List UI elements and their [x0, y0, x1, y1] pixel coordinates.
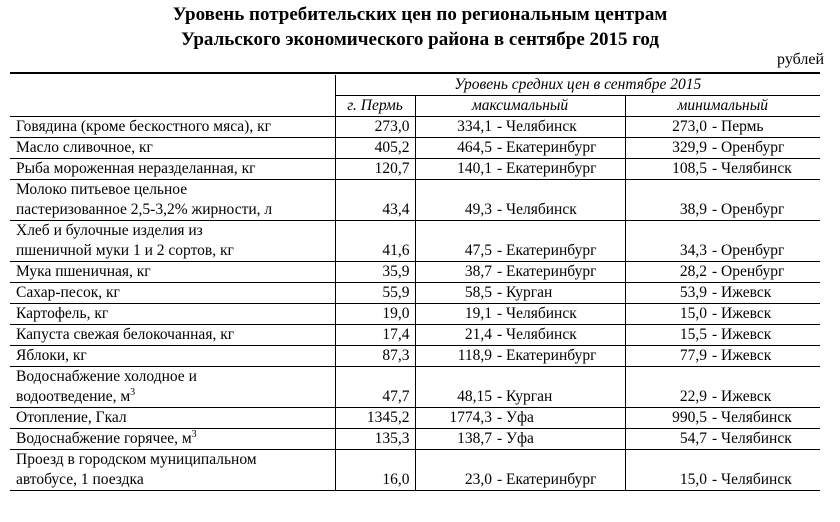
table-row [10, 367, 820, 408]
cell-perm-price: 135,3 [335, 429, 415, 450]
cell-name [10, 325, 335, 346]
cell-name [10, 304, 335, 325]
cell-min-price: 990,5 [625, 408, 710, 429]
cell-max-price: 140,1 [415, 159, 495, 180]
unit-label: рублей [777, 51, 824, 68]
row-name: Водоснабжение холодное и [16, 368, 197, 385]
cell-perm-price: 87,3 [335, 346, 415, 367]
table-row [10, 429, 820, 450]
cell-max-city: - Екатеринбург [495, 346, 625, 367]
row-name: Капуста свежая белокочанная, кг [16, 326, 235, 343]
cell-name [10, 180, 335, 221]
cell-min-price: 329,9 [625, 138, 710, 159]
cell-name [10, 429, 335, 450]
cell-max-city: - Екатеринбург [495, 138, 625, 159]
cell-max-price: 38,7 [415, 262, 495, 283]
cell-min-city: - Челябинск [710, 159, 820, 180]
table-top-rule [10, 72, 820, 74]
cell-perm-price: 35,9 [335, 262, 415, 283]
header-blank [10, 75, 335, 117]
cell-max-price: 138,7 [415, 429, 495, 450]
cell-min-price: 273,0 [625, 117, 710, 138]
cell-min-city: - Оренбург [710, 221, 820, 262]
cell-perm-price: 17,4 [335, 325, 415, 346]
table-row [10, 117, 820, 138]
header-row-group [10, 75, 820, 96]
table-row [10, 159, 820, 180]
cell-min-city: - Оренбург [710, 262, 820, 283]
cell-max-city: - Курган [495, 367, 625, 408]
cell-name [10, 450, 335, 491]
table-row [10, 221, 820, 262]
cell-min-city: - Челябинск [710, 408, 820, 429]
cell-max-city: - Екатеринбург [495, 450, 625, 491]
cell-min-city: - Ижевск [710, 283, 820, 304]
cell-name [10, 408, 335, 429]
row-name: Говядина (кроме бескостного мяса), кг [16, 118, 271, 135]
row-name: Яблоки, кг [16, 347, 87, 364]
cell-name [10, 262, 335, 283]
table-row [10, 180, 820, 221]
row-name: Мука пшеничная, кг [16, 263, 151, 280]
cell-perm-price: 273,0 [335, 117, 415, 138]
cell-perm-price: 41,6 [335, 221, 415, 262]
cell-max-price: 47,5 [415, 221, 495, 262]
row-name: Проезд в городском муниципальном [16, 451, 257, 468]
table-row [10, 138, 820, 159]
header-min: минимальный [625, 96, 820, 117]
cell-name [10, 221, 335, 262]
cell-perm-price: 47,7 [335, 367, 415, 408]
table-row [10, 325, 820, 346]
cell-min-city: - Оренбург [710, 138, 820, 159]
header-perm: г. Пермь [335, 96, 415, 117]
cell-name [10, 283, 335, 304]
cell-min-price: 108,5 [625, 159, 710, 180]
cell-perm-price: 1345,2 [335, 408, 415, 429]
cell-max-price: 23,0 [415, 450, 495, 491]
table-row [10, 262, 820, 283]
cell-max-city: - Уфа [495, 408, 625, 429]
cell-min-city: - Ижевск [710, 367, 820, 408]
cell-max-city: - Челябинск [495, 180, 625, 221]
row-name-cont: автобусе, 1 поездка [16, 471, 144, 488]
header-max: максимальный [415, 96, 625, 117]
row-name: Масло сливочное, кг [16, 139, 153, 156]
cell-max-price: 334,1 [415, 117, 495, 138]
title-line-2: Уральского экономического района в сентябре 2015 год [180, 29, 659, 50]
header-group: Уровень средних цен в сентябре 2015 [335, 75, 820, 96]
cell-max-city: - Екатеринбург [495, 262, 625, 283]
cell-min-price: 77,9 [625, 346, 710, 367]
cell-min-city: - Оренбург [710, 180, 820, 221]
row-name-cont: пастеризованное 2,5-3,2% жирности, л [16, 201, 273, 218]
cell-max-city: - Челябинск [495, 304, 625, 325]
cell-min-city: - Челябинск [710, 429, 820, 450]
page-title [0, 2, 840, 52]
cell-max-city: - Екатеринбург [495, 159, 625, 180]
cell-name [10, 138, 335, 159]
cell-max-city: - Екатеринбург [495, 221, 625, 262]
table-row [10, 346, 820, 367]
cell-min-city: - Челябинск [710, 450, 820, 491]
row-name: Рыба мороженная неразделанная, кг [16, 160, 256, 177]
table-row [10, 283, 820, 304]
cell-max-price: 464,5 [415, 138, 495, 159]
cell-max-price: 118,9 [415, 346, 495, 367]
row-name: Хлеб и булочные изделия из [16, 222, 203, 239]
cell-min-price: 15,0 [625, 304, 710, 325]
row-name: Сахар-песок, кг [16, 284, 120, 301]
row-name: Молоко питьевое цельное [16, 181, 188, 198]
cell-perm-price: 405,2 [335, 138, 415, 159]
row-unit-exponent: 3 [130, 386, 136, 398]
row-unit-exponent: 3 [191, 428, 197, 440]
cell-name [10, 117, 335, 138]
row-name-cont: пшеничной муки 1 и 2 сортов, кг [16, 242, 234, 259]
cell-min-city: - Пермь [710, 117, 820, 138]
cell-max-price: 49,3 [415, 180, 495, 221]
cell-min-price: 22,9 [625, 367, 710, 408]
cell-max-price: 1774,3 [415, 408, 495, 429]
cell-name [10, 159, 335, 180]
cell-max-city: - Челябинск [495, 117, 625, 138]
cell-min-price: 15,0 [625, 450, 710, 491]
price-table [10, 75, 820, 491]
cell-perm-price: 55,9 [335, 283, 415, 304]
cell-perm-price: 16,0 [335, 450, 415, 491]
cell-max-price: 21,4 [415, 325, 495, 346]
table-row [10, 450, 820, 491]
cell-min-price: 28,2 [625, 262, 710, 283]
cell-perm-price: 43,4 [335, 180, 415, 221]
table-row [10, 304, 820, 325]
cell-min-price: 34,3 [625, 221, 710, 262]
cell-min-price: 53,9 [625, 283, 710, 304]
cell-name [10, 367, 335, 408]
cell-min-price: 38,9 [625, 180, 710, 221]
cell-min-price: 15,5 [625, 325, 710, 346]
cell-max-price: 58,5 [415, 283, 495, 304]
cell-max-city: - Уфа [495, 429, 625, 450]
cell-min-city: - Ижевск [710, 346, 820, 367]
row-name: Отопление, Гкал [16, 409, 127, 426]
cell-max-price: 19,1 [415, 304, 495, 325]
cell-max-city: - Курган [495, 283, 625, 304]
cell-min-city: - Ижевск [710, 304, 820, 325]
cell-perm-price: 120,7 [335, 159, 415, 180]
cell-min-price: 54,7 [625, 429, 710, 450]
row-name-cont: водоотведение, м [16, 388, 131, 405]
cell-min-city: - Ижевск [710, 325, 820, 346]
cell-name [10, 346, 335, 367]
table-row [10, 408, 820, 429]
cell-max-price: 48,15 [415, 367, 495, 408]
cell-perm-price: 19,0 [335, 304, 415, 325]
row-name: Водоснабжение горячее, м [16, 430, 192, 447]
row-name: Картофель, кг [16, 305, 109, 322]
title-line-1: Уровень потребительских цен по региональным центрам [172, 4, 668, 25]
cell-max-city: - Челябинск [495, 325, 625, 346]
